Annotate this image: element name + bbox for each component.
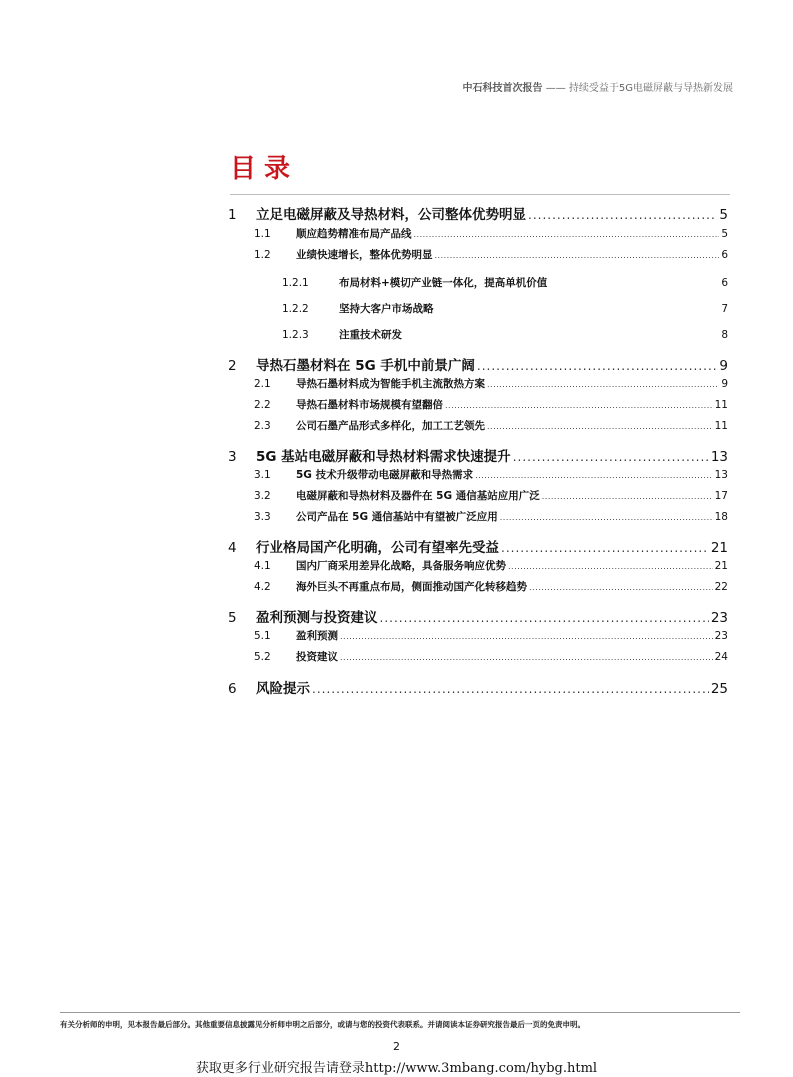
toc-leader-dots [414,230,720,239]
toc-entry-number: 1.2.1 [282,277,309,289]
toc-entry-page: 13 [710,449,728,465]
toc-entry-label: 公司产品在 5G 通信基站中有望被广泛应用 [296,511,498,523]
toc-entry-number: 1.2.2 [282,303,309,315]
toc-leader-dots [513,450,709,464]
toc-entry-number: 1 [228,207,237,223]
toc-entry-page: 8 [721,329,728,341]
toc-entry-number: 1.2 [254,249,271,261]
toc-leader-dots [312,682,709,696]
toc-entry-label: 5G 技术升级带动电磁屏蔽和导热需求 [296,469,474,481]
toc-entry-number: 4.1 [254,560,271,572]
toc-entry-number: 2.1 [254,378,271,390]
toc-entry-page: 17 [714,490,728,502]
toc-entry-label: 电磁屏蔽和导热材料及器件在 5G 通信基站应用广泛 [296,490,540,502]
footer-disclaimer: 有关分析师的申明，见本报告最后部分。其他重要信息披露见分析师申明之后部分，或请与您的投资代表联系。并请阅读本证券研究报告最后一页的免责申明。 [60,1020,585,1029]
toc-entry[interactable] [254,628,728,643]
toc-entry-label: 行业格局国产化明确，公司有望率先受益 [256,540,499,556]
toc-leader-dots [501,541,709,555]
toc-entry[interactable] [254,558,728,573]
toc-leader-dots [500,513,713,522]
page-number: 2 [393,1040,400,1053]
toc-entry-number: 5.2 [254,651,271,663]
toc-entry-label: 导热石墨材料市场规模有望翻倍 [296,399,443,411]
toc-divider [230,194,730,195]
toc-entry-number: 5.1 [254,630,271,642]
toc-entry-number: 3.1 [254,469,271,481]
toc-entry-number: 3.3 [254,511,271,523]
toc-entry-number: 1.1 [254,228,271,240]
toc-entry-number: 2.3 [254,420,271,432]
toc-entry-label: 5G 基站电磁屏蔽和导热材料需求快速提升 [256,449,511,465]
toc-entry[interactable] [254,418,728,433]
toc-entry-label: 公司石墨产品形式多样化，加工工艺领先 [296,420,485,432]
toc-entry-label: 盈利预测与投资建议 [256,610,378,626]
toc-entry-label: 风险提示 [256,681,310,697]
toc-leader-dots [508,562,713,571]
toc-entry-number: 5 [228,610,237,626]
toc-entry-page: 21 [710,540,728,556]
toc-entry[interactable] [254,376,728,391]
toc-entry[interactable] [254,509,728,524]
toc-entry[interactable] [228,354,728,374]
toc-leader-dots [340,653,713,662]
toc-entry[interactable] [254,649,728,664]
toc-entry[interactable] [254,467,728,482]
toc-entry-label: 国内厂商采用差异化战略，具备服务响应优势 [296,560,506,572]
toc-entry-label: 导热石墨材料成为智能手机主流散热方案 [296,378,485,390]
toc-entry[interactable] [254,397,728,412]
toc-entry[interactable] [254,247,728,262]
toc-entry-label: 盈利预测 [296,630,338,642]
toc-entry-page: 13 [714,469,728,481]
toc-leader-dots [475,471,713,480]
toc-leader-dots [380,611,709,625]
toc-entry-page: 11 [714,399,728,411]
toc-entry-label: 布局材料+模切产业链一体化，提高单机价值 [339,277,548,289]
toc-leader-dots [528,208,717,222]
toc-entry-number: 6 [228,681,237,697]
toc-entry-number: 3.2 [254,490,271,502]
toc-entry[interactable] [282,301,728,316]
toc-entry-page: 9 [719,358,728,374]
toc-leader-dots [445,401,713,410]
toc-entry[interactable] [228,445,728,465]
toc-entry-page: 21 [714,560,728,572]
toc-entry[interactable] [228,536,728,556]
toc-entry-page: 24 [714,651,728,663]
toc-entry-page: 7 [721,303,728,315]
toc-title: 目录 [230,154,299,184]
toc-entry-page: 11 [714,420,728,432]
toc-entry-page: 23 [714,630,728,642]
toc-entry-number: 2.2 [254,399,271,411]
toc-entry-label: 业绩快速增长，整体优势明显 [296,249,433,261]
toc-entry-page: 25 [710,681,728,697]
toc-entry-label: 投资建议 [296,651,338,663]
toc-entry-page: 23 [710,610,728,626]
toc-entry-page: 6 [721,249,728,261]
toc-entry-label: 注重技术研发 [339,329,402,341]
header-company: 中石科技首次报告 [462,83,543,94]
toc-entry-page: 5 [721,228,728,240]
toc-entry-page: 5 [719,207,728,223]
toc-entry[interactable] [254,579,728,594]
footer-divider [60,1012,740,1013]
toc-entry-number: 1.2.3 [282,329,309,341]
toc-entry-label: 顺应趋势精准布局产品线 [296,228,412,240]
toc-entry-label: 坚持大客户市场战略 [339,303,434,315]
toc-entry-number: 4.2 [254,581,271,593]
toc-leader-dots [487,422,713,431]
header-subtitle: 持续受益于5G电磁屏蔽与导热新发展 [568,83,733,94]
toc-entry-number: 3 [228,449,237,465]
toc-entry[interactable] [282,275,728,290]
toc-entry[interactable] [282,327,728,342]
toc-leader-dots [477,359,718,373]
toc-entry-page: 18 [714,511,728,523]
report-header [463,79,734,94]
toc-entry[interactable] [228,606,728,626]
toc-entry[interactable] [254,226,728,241]
toc-entry-page: 22 [714,581,728,593]
toc-entry-number: 4 [228,540,237,556]
toc-leader-dots [340,632,713,641]
toc-entry-label: 导热石墨材料在 5G 手机中前景广阔 [256,358,475,374]
toc-entry-label: 海外巨头不再重点布局，侧面推动国产化转移趋势 [296,581,527,593]
toc-leader-dots [487,380,719,389]
toc-entry-page: 6 [721,277,728,289]
toc-entry-page: 9 [721,378,728,390]
toc-entry[interactable] [228,677,728,697]
header-separator: —— [545,83,566,94]
toc-entry-label: 立足电磁屏蔽及导热材料，公司整体优势明显 [256,207,526,223]
toc-entry-number: 2 [228,358,237,374]
toc-leader-dots [435,251,720,260]
toc-leader-dots [542,492,713,501]
toc-entry[interactable] [228,203,728,223]
toc-entry[interactable] [254,488,728,503]
toc-leader-dots [529,583,713,592]
download-banner-link[interactable]: 获取更多行业研究报告请登录http://www.3mbang.com/hybg.html [195,1061,598,1076]
